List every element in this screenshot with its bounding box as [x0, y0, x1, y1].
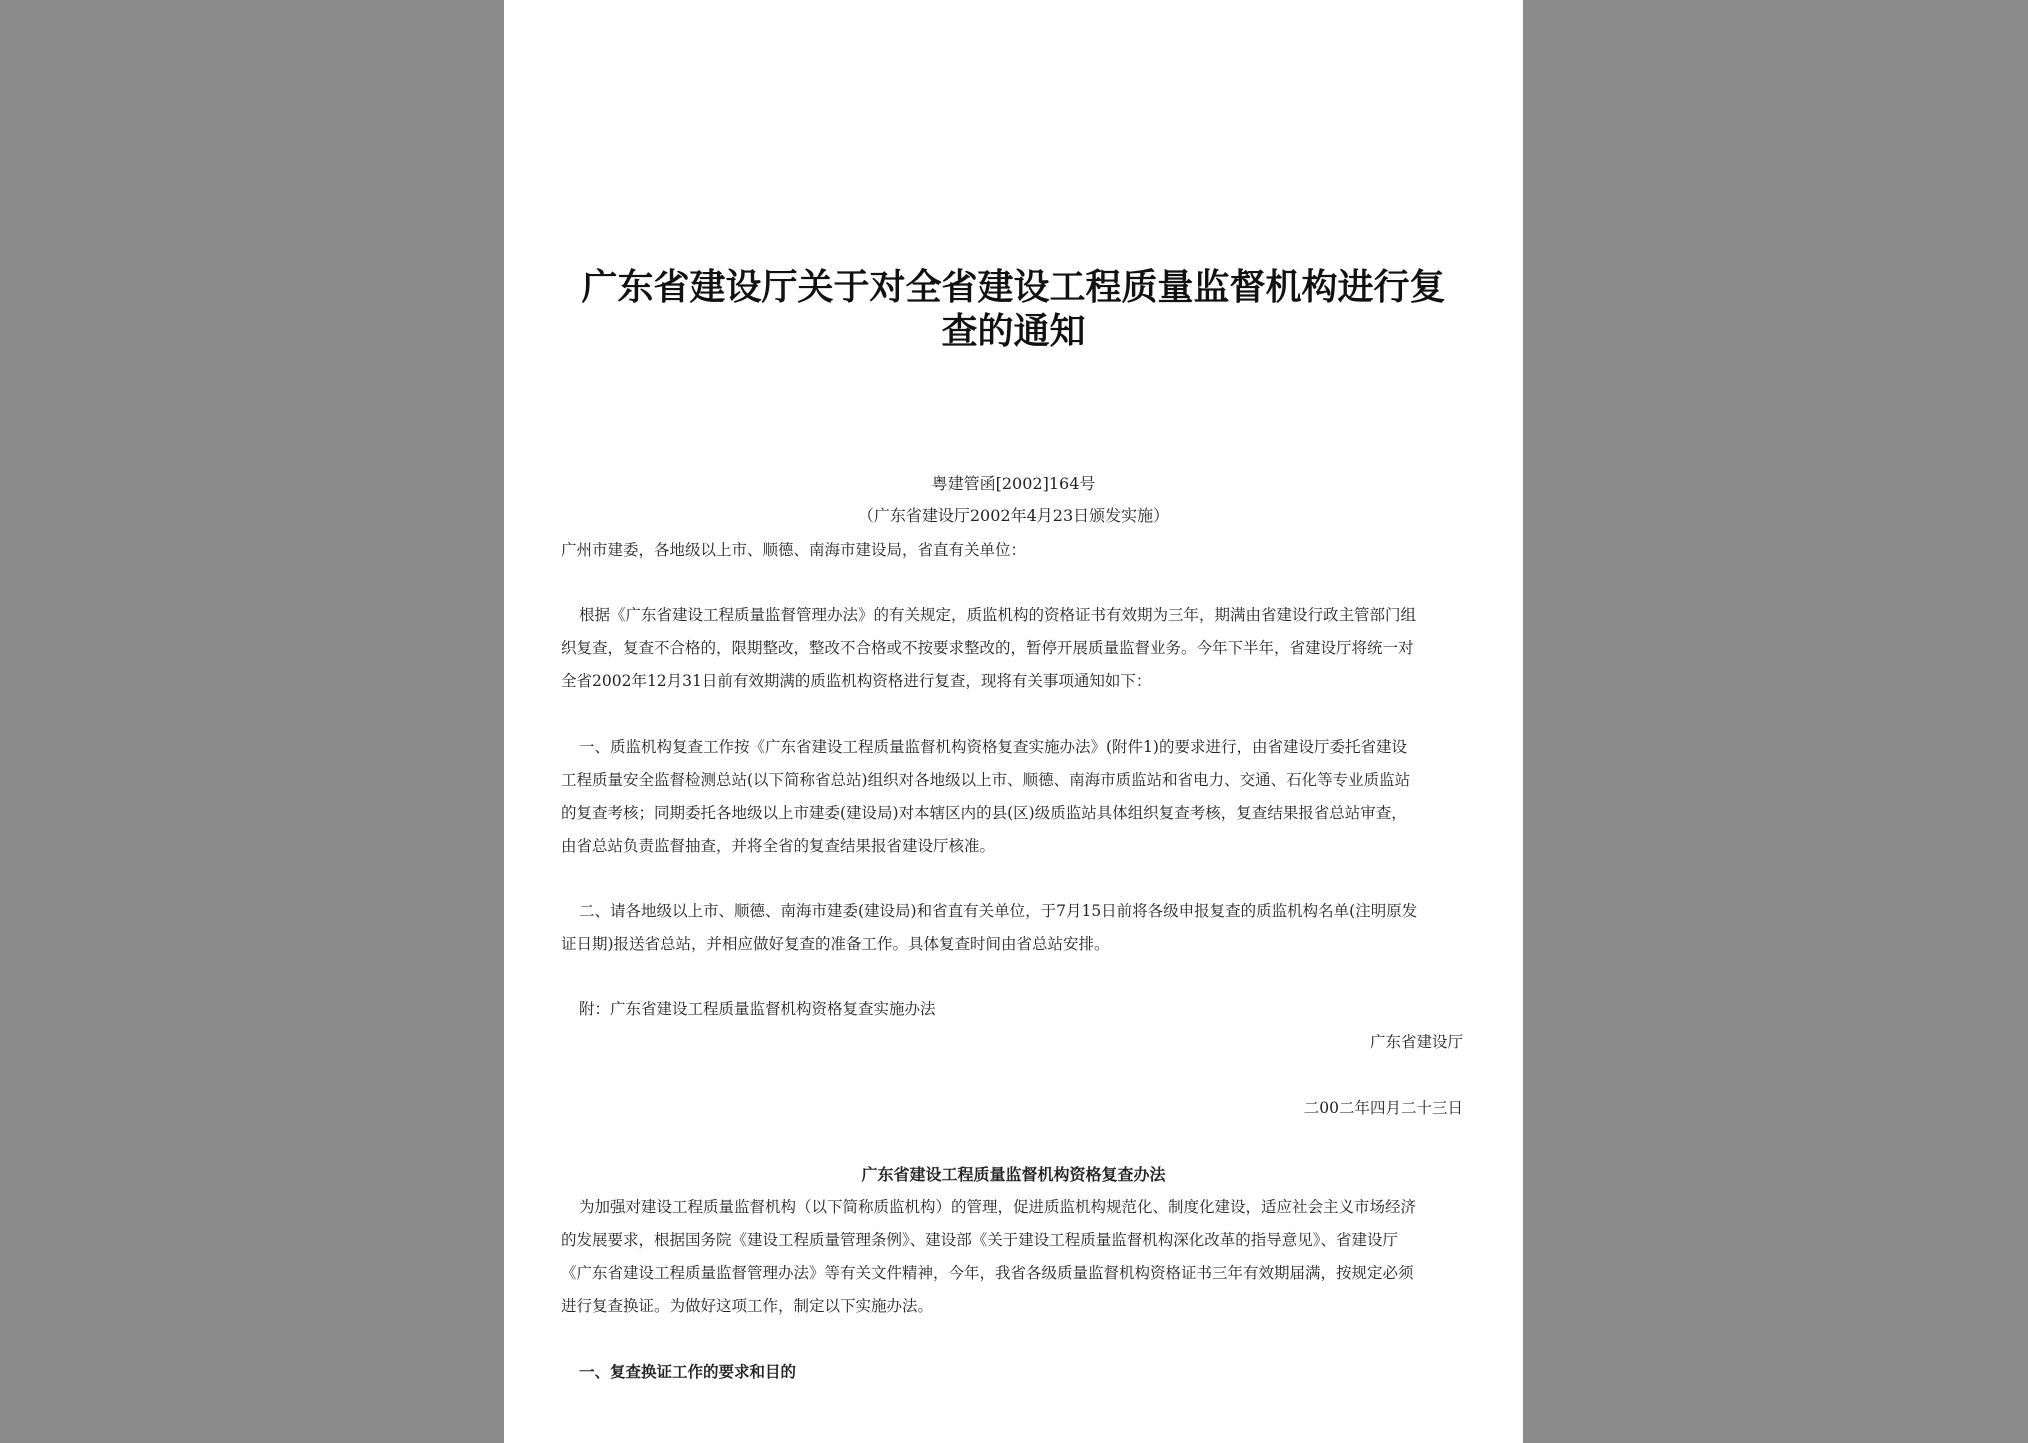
document-number: 粤建管函[2002]164号	[931, 474, 1096, 493]
paragraph-3-line-2: 证日期)报送省总站，并相应做好复查的准备工作。具体复查时间由省总站安排。	[561, 935, 1110, 953]
paragraph-2-line-1: 一、质监机构复查工作按《广东省建设工程质量监督机构资格复查实施办法》(附件1)的要求进行，由省建设厅委托省建设	[579, 738, 1407, 756]
document-date: 二00二年四月二十三日	[1303, 1099, 1463, 1117]
section-heading-1: 一、复查换证工作的要求和目的	[579, 1362, 797, 1381]
signature: 广东省建设厅	[1369, 1033, 1463, 1051]
paragraph-4-line-1: 为加强对建设工程质量监督机构（以下简称质监机构）的管理，促进质监机构规范化、制度化建设，适应社会主义市场经济	[579, 1198, 1417, 1216]
document-page	[504, 0, 1523, 1443]
paragraph-4-line-3: 《广东省建设工程质量监督管理办法》等有关文件精神，今年，我省各级质量监督机构资格证书三年有效期届满，按规定必须	[561, 1264, 1414, 1282]
issue-note: （广东省建设厅2002年4月23日颁发实施）	[857, 506, 1170, 525]
paragraph-3-line-1: 二、请各地级以上市、顺德、南海市建委(建设局)和省直有关单位，于7月15日前将各级申报复查的质监机构名单(注明原发	[579, 902, 1418, 920]
paragraph-4-line-4: 进行复查换证。为做好这项工作，制定以下实施办法。	[561, 1297, 934, 1315]
document-title-line-1: 广东省建设厅关于对全省建设工程质量监督机构进行复	[581, 266, 1446, 308]
paragraph-1-line-1: 根据《广东省建设工程质量监督管理办法》的有关规定，质监机构的资格证书有效期为三年，期满由省建设行政主管部门组	[579, 606, 1417, 624]
paragraph-2-line-2: 工程质量安全监督检测总站(以下简称省总站)组织对各地级以上市、顺德、南海市质监站和省电力、交通、石化等专业质监站	[561, 771, 1411, 789]
attachment-title: 广东省建设工程质量监督机构资格复查办法	[861, 1165, 1166, 1184]
addressee: 广州市建委，各地级以上市、顺德、南海市建设局，省直有关单位：	[561, 541, 1027, 559]
paragraph-2-line-3: 的复查考核；同期委托各地级以上市建委(建设局)对本辖区内的县(区)级质监站具体组织复查考核，复查结果报省总站审查，	[561, 804, 1407, 822]
paragraph-1-line-3: 全省2002年12月31日前有效期满的质监机构资格进行复查，现将有关事项通知如下：	[561, 672, 1152, 690]
paragraph-1-line-2: 织复查，复查不合格的，限期整改，整改不合格或不按要求整改的，暂停开展质量监督业务。今年下半年，省建设厅将统一对	[561, 639, 1414, 657]
paragraph-2-line-4: 由省总站负责监督抽查，并将全省的复查结果报省建设厅核准。	[561, 837, 996, 855]
document-title-line-2: 查的通知	[941, 310, 1086, 352]
attachment-note: 附：广东省建设工程质量监督机构资格复查实施办法	[579, 1000, 936, 1018]
paragraph-4-line-2: 的发展要求，根据国务院《建设工程质量管理条例》、建设部《关于建设工程质量监督机构深化改革的指导意见》、省建设厅	[561, 1231, 1399, 1249]
